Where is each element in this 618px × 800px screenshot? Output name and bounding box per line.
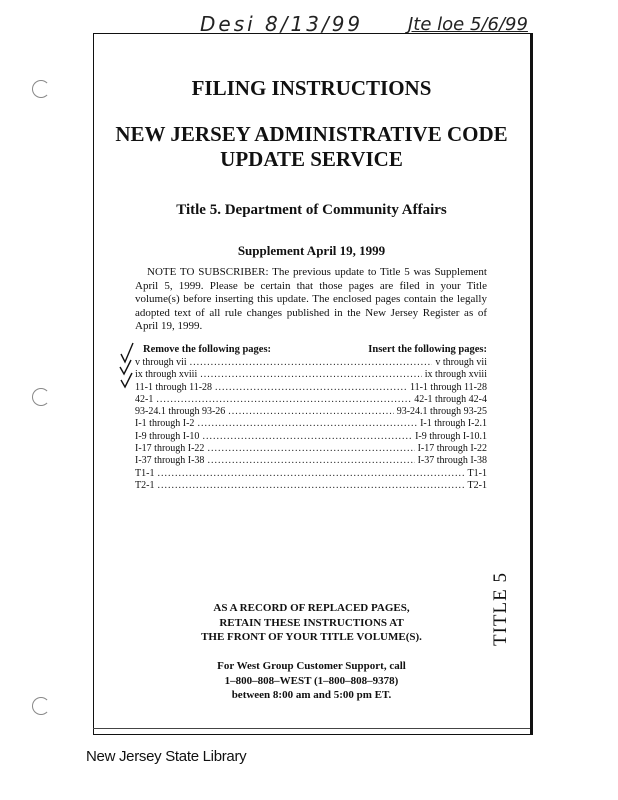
- remove-pages-cell: I-9 through I-10: [135, 430, 200, 442]
- remove-pages-cell: I-1 through I-2: [135, 418, 195, 430]
- remove-pages-cell: T1-1: [135, 467, 155, 479]
- remove-pages-cell: 42-1: [135, 393, 154, 405]
- support-line-1: For West Group Customer Support, call: [217, 660, 406, 672]
- code-title: [93, 122, 530, 172]
- pages-table: [135, 357, 487, 492]
- remove-pages-cell: 93-24.1 through 93-26: [135, 406, 226, 418]
- dot-leader: [156, 394, 411, 406]
- remove-pages-cell: ix through xviii: [135, 369, 198, 381]
- remove-pages-cell: T2-1: [135, 479, 155, 491]
- dot-leader: [157, 468, 464, 480]
- insert-pages-cell: T1-1: [467, 467, 487, 479]
- dot-leader: [202, 431, 412, 443]
- frame-bottom-rule: [93, 728, 530, 729]
- insert-pages-cell: I-37 through I-38: [417, 455, 487, 467]
- insert-pages-cell: 93-24.1 through 93-25: [396, 406, 487, 418]
- record-instructions: [93, 601, 530, 645]
- hole-punch-icon: [32, 697, 50, 715]
- remove-pages-cell: 11-1 through 11-28: [135, 381, 213, 393]
- insert-pages-cell: I-1 through I-2.1: [420, 418, 487, 430]
- support-line-3: between 8:00 am and 5:00 pm ET.: [231, 689, 392, 701]
- insert-pages-cell: 42-1 through 42-4: [414, 393, 487, 405]
- page-title: FILING INSTRUCTIONS: [191, 76, 432, 100]
- table-row: [135, 357, 487, 369]
- subscriber-note: [135, 266, 487, 334]
- dot-leader: [197, 418, 417, 430]
- supplement-date: Supplement April 19, 1999: [237, 243, 386, 258]
- table-row: [135, 369, 487, 381]
- dot-leader: [207, 443, 414, 455]
- side-tab-label: TITLE 5: [490, 571, 511, 646]
- insert-pages-cell: I-9 through I-10.1: [415, 430, 487, 442]
- table-row: [135, 443, 487, 455]
- support-line-2: 1–800–808–WEST (1–800–808–9378): [224, 674, 399, 687]
- table-row: [135, 431, 487, 443]
- subscriber-note-text: NOTE TO SUBSCRIBER: The previous update to Title 5 was Supplement April 5, 1999. Please be certain that those pages are filed in your Title volume(s) before inserting this update. The enclosed pages contain the legally adopted text of all rule changes published in the New Jersey Register as of April 19, 1999.: [135, 266, 487, 332]
- dot-leader: [200, 369, 422, 381]
- hole-punch-icon: [32, 80, 50, 98]
- handwritten-note-initials: Jte loe 5/6/99: [408, 14, 528, 35]
- department-title: Title 5. Department of Community Affairs: [176, 202, 447, 218]
- table-row: [135, 406, 487, 418]
- remove-pages-cell: v through vii: [135, 357, 187, 368]
- record-line-2: RETAIN THESE INSTRUCTIONS AT: [219, 616, 404, 629]
- handwritten-note-date: Desi 8/13/99: [200, 12, 364, 36]
- table-row: [135, 468, 487, 480]
- table-row: [135, 455, 487, 467]
- insert-pages-cell: T2-1: [467, 479, 487, 491]
- record-line-1: AS A RECORD OF REPLACED PAGES,: [213, 602, 410, 614]
- dot-leader: [157, 480, 464, 492]
- insert-pages-cell: I-17 through I-22: [417, 443, 487, 455]
- table-row: [135, 394, 487, 406]
- dot-leader: [207, 455, 414, 467]
- remove-pages-cell: I-17 through I-22: [135, 443, 205, 455]
- table-row: [135, 382, 487, 394]
- customer-support: [93, 659, 530, 703]
- frame-right-edge: [530, 33, 533, 735]
- insert-pages-cell: ix through xviii: [424, 369, 487, 381]
- table-row: [135, 480, 487, 492]
- code-title-line2: UPDATE SERVICE: [220, 147, 403, 171]
- insert-pages-cell: v through vii: [435, 357, 487, 368]
- insert-pages-cell: 11-1 through 11-28: [409, 381, 487, 393]
- insert-column-header: Insert the following pages:: [368, 344, 487, 355]
- remove-column-header: Remove the following pages:: [143, 344, 272, 355]
- library-stamp: New Jersey State Library: [86, 748, 247, 765]
- code-title-line1: NEW JERSEY ADMINISTRATIVE CODE: [115, 122, 508, 146]
- dot-leader: [215, 382, 407, 394]
- table-row: [135, 418, 487, 430]
- hole-punch-icon: [32, 388, 50, 406]
- dot-leader: [190, 357, 433, 369]
- dot-leader: [228, 406, 393, 418]
- remove-pages-cell: I-37 through I-38: [135, 455, 205, 467]
- record-line-3: THE FRONT OF YOUR TITLE VOLUME(S).: [201, 631, 422, 643]
